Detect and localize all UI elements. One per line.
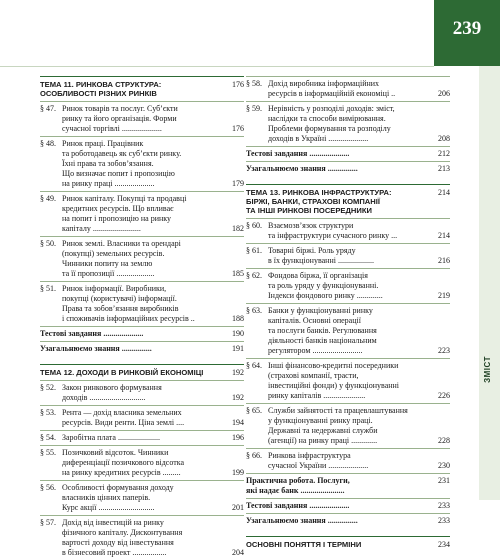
toc-page-number: 233 [438, 501, 450, 510]
toc-topic-heading[interactable] [40, 364, 244, 380]
section-number: § 62. [246, 271, 262, 280]
toc-page-number: 192 [232, 393, 244, 402]
section-number: § 57. [40, 518, 56, 527]
toc-entry-title: Ринок праці. Працівник та роботодавець як суб’єкти ринку. Їхні права та зобов’язання. Що визначає попит і пропозицію на ринку праці .................... [62, 139, 182, 188]
toc-page-number: 182 [232, 224, 244, 233]
toc-page-number: 213 [438, 164, 450, 173]
toc-entry-title: Тестові завдання .................... [246, 501, 350, 510]
section-number: § 48. [40, 139, 56, 148]
toc-entry[interactable] [40, 136, 244, 191]
section-gap [246, 176, 450, 184]
toc-entry[interactable] [40, 430, 244, 445]
toc-entry-title: Закон ринкового формування доходів ............................ [62, 383, 162, 402]
toc-entry[interactable] [40, 281, 244, 326]
toc-page-number: 191 [232, 344, 244, 353]
toc-entry[interactable] [246, 303, 450, 358]
toc-entry[interactable] [246, 268, 450, 303]
toc-entry-summary[interactable] [246, 473, 450, 498]
toc-entry-title: Особливості формування доходу власників цінних паперів. Курс акції ............................ [62, 483, 174, 512]
toc-topic-heading[interactable] [246, 536, 450, 552]
toc-page-number: 219 [438, 291, 450, 300]
section-number: § 54. [40, 433, 56, 442]
section-number: § 47. [40, 104, 56, 113]
section-number: § 66. [246, 451, 262, 460]
section-number: § 63. [246, 306, 262, 315]
toc-entry[interactable] [40, 380, 244, 405]
toc-page-number: 233 [438, 516, 450, 525]
toc-page-number: 192 [232, 368, 244, 377]
toc-entry[interactable] [246, 101, 450, 146]
toc-entry-title: Товарні біржі. Роль уряду в їх функціонуванні .................. [268, 246, 374, 265]
toc-entry-title: Рента — дохід власника земельних ресурсів. Види ренти. Ціна землі .... [62, 408, 185, 427]
toc-entry-title: Взаємозв’язок структури та інфраструктури сучасного ринку ... [268, 221, 398, 240]
toc-entry-title: Ринок землі. Власники та орендарі (покупці) земельних ресурсів. Чинники попиту на землю та її пропозиції ................... [62, 239, 181, 278]
toc-page-number: 214 [438, 231, 450, 240]
toc-topic-title: ТЕМА 12. ДОХОДИ В РИНКОВІЙ ЕКОНОМІЦІ [40, 368, 204, 377]
toc-page-number: 176 [232, 124, 244, 133]
toc-entry-title: Практична робота. Послуги, які надає банк ...................... [246, 476, 350, 495]
toc-entry[interactable] [40, 405, 244, 430]
section-number: § 52. [40, 383, 56, 392]
toc-entry[interactable] [246, 403, 450, 448]
toc-entry-title: Тестові завдання .................... [246, 149, 350, 158]
toc-left-column [40, 76, 244, 560]
toc-page-number: 185 [232, 269, 244, 278]
toc-entry-title: Дохід виробника інформаційних ресурсів в інформаційній економіці .. [268, 79, 396, 98]
toc-page-number: 230 [438, 461, 450, 470]
toc-page-number: 196 [232, 433, 244, 442]
toc-entry-title: Узагальнюємо знання ............... [246, 164, 358, 173]
section-number: § 50. [40, 239, 56, 248]
toc-entry[interactable] [246, 218, 450, 243]
toc-entry-summary[interactable] [40, 326, 244, 341]
toc-entry-title: Ринок інформації. Виробники, покупці (користувачі) інформації. Права та зобов’язання виробників і споживачів інформаційних ресурсів .. [62, 284, 195, 323]
toc-entry[interactable] [246, 448, 450, 473]
toc-page-number: 212 [438, 149, 450, 158]
toc-entry-summary[interactable] [246, 513, 450, 528]
side-tab-label: ЗМІСТ [483, 356, 492, 383]
toc-entry[interactable] [40, 445, 244, 480]
page-number-box [434, 0, 500, 66]
toc-entry-summary[interactable] [246, 498, 450, 513]
toc-entry[interactable] [40, 515, 244, 560]
toc-page-number: 226 [438, 391, 450, 400]
section-number: § 64. [246, 361, 262, 370]
toc-entry[interactable] [40, 191, 244, 236]
section-number: § 59. [246, 104, 262, 113]
toc-page-number: 231 [438, 476, 450, 485]
toc-topic-heading[interactable] [246, 184, 450, 218]
toc-entry-title: Узагальнюємо знання ............... [40, 344, 152, 353]
section-gap [246, 528, 450, 536]
toc-entry[interactable] [246, 243, 450, 268]
toc-entry-summary[interactable] [40, 341, 244, 356]
toc-entry-title: Заробітна плата ..................... [62, 433, 160, 442]
toc-right-column [246, 76, 450, 552]
toc-page-number: 201 [232, 503, 244, 512]
toc-entry[interactable] [40, 480, 244, 515]
toc-entry-title: Ринок товарів та послуг. Суб’єкти ринку та його організація. Форми сучасної торгівлі .................... [62, 104, 178, 133]
toc-entry-summary[interactable] [246, 161, 450, 176]
toc-topic-heading[interactable] [40, 76, 244, 101]
toc-entry-title: Ринкова інфраструктура сучасної України .................... [268, 451, 369, 470]
toc-entry-title: Ринок капіталу. Покупці та продавці кредитних ресурсів. Що впливає на попит і пропозицію на ринку капіталу ........................ [62, 194, 187, 233]
toc-page-number: 206 [438, 89, 450, 98]
toc-entry-title: Дохід від інвестицій на ринку фізичного капіталу. Дисконтування вартості доходу від інвестування в бізнесовий проект ................. [62, 518, 183, 557]
toc-topic-title: ОСНОВНІ ПОНЯТТЯ І ТЕРМІНИ [246, 540, 362, 549]
toc-page-number: 204 [232, 548, 244, 557]
section-gap [40, 356, 244, 364]
toc-page-number: 228 [438, 436, 450, 445]
toc-page-number: 199 [232, 468, 244, 477]
toc-page-number: 176 [232, 80, 244, 89]
page-header-band [0, 0, 434, 67]
toc-page-number: 214 [438, 188, 450, 197]
section-number: § 51. [40, 284, 56, 293]
toc-page-number: 223 [438, 346, 450, 355]
side-tab [479, 66, 500, 500]
section-number: § 60. [246, 221, 262, 230]
toc-entry-title: Узагальнюємо знання ............... [246, 516, 358, 525]
toc-entry-title: Нерівність у розподілі доходів: зміст, наслідки та способи вимірювання. Проблеми формування та розподілу доходів в Україні .................... [268, 104, 395, 143]
toc-entry-title: Тестові завдання .................... [40, 329, 144, 338]
toc-entry[interactable] [40, 236, 244, 281]
section-number: § 55. [40, 448, 56, 457]
toc-entry-title: Служби зайнятості та працевлаштування у функціонуванні ринку праці. Державні та недержавні служби (агенції) на ринку праці ............. [268, 406, 408, 445]
toc-page-number: 190 [232, 329, 244, 338]
toc-entry[interactable] [40, 101, 244, 136]
toc-entry-summary[interactable] [246, 146, 450, 161]
section-number: § 53. [40, 408, 56, 417]
toc-topic-title: ТЕМА 13. РИНКОВА ІНФРАСТРУКТУРА: БІРЖІ, БАНКИ, СТРАХОВІ КОМПАНІЇ ТА ІНШІ РИНКОВІ ПОСЕРЕДНИКИ [246, 188, 392, 215]
section-number: § 49. [40, 194, 56, 203]
toc-entry-title: Інші фінансово-кредитні посередники (страхові компанії, трасти, інвестиційні фонди) у функціонуванні ринку капіталів ..................... [268, 361, 400, 400]
toc-entry-title: Позичковий відсоток. Чинники диференціації позичкового відсотка на ринку кредитних ресурсів ......... [62, 448, 185, 477]
toc-page-number: 179 [232, 179, 244, 188]
toc-page-number: 208 [438, 134, 450, 143]
section-number: § 56. [40, 483, 56, 492]
toc-entry-title: Фондова біржа, її організація та роль уряду у функціонуванні. Індекси фондового ринку ............. [268, 271, 383, 300]
toc-page-number: 216 [438, 256, 450, 265]
toc-entry[interactable] [246, 358, 450, 403]
section-number: § 61. [246, 246, 262, 255]
toc-topic-title: ТЕМА 11. РИНКОВА СТРУКТУРА: ОСОБЛИВОСТІ РІЗНИХ РИНКІВ [40, 80, 162, 98]
toc-entry-title: Банки у функціонуванні ринку капіталів. Основні операції та послуги банків. Регулювання діяльності банків національним регулятором ......................... [268, 306, 377, 355]
toc-entry[interactable] [246, 76, 450, 101]
toc-page-number: 194 [232, 418, 244, 427]
section-number: § 58. [246, 79, 262, 88]
section-number: § 65. [246, 406, 262, 415]
toc-page-number: 188 [232, 314, 244, 323]
toc-page-number: 234 [438, 540, 450, 549]
page-number: 239 [452, 18, 482, 39]
